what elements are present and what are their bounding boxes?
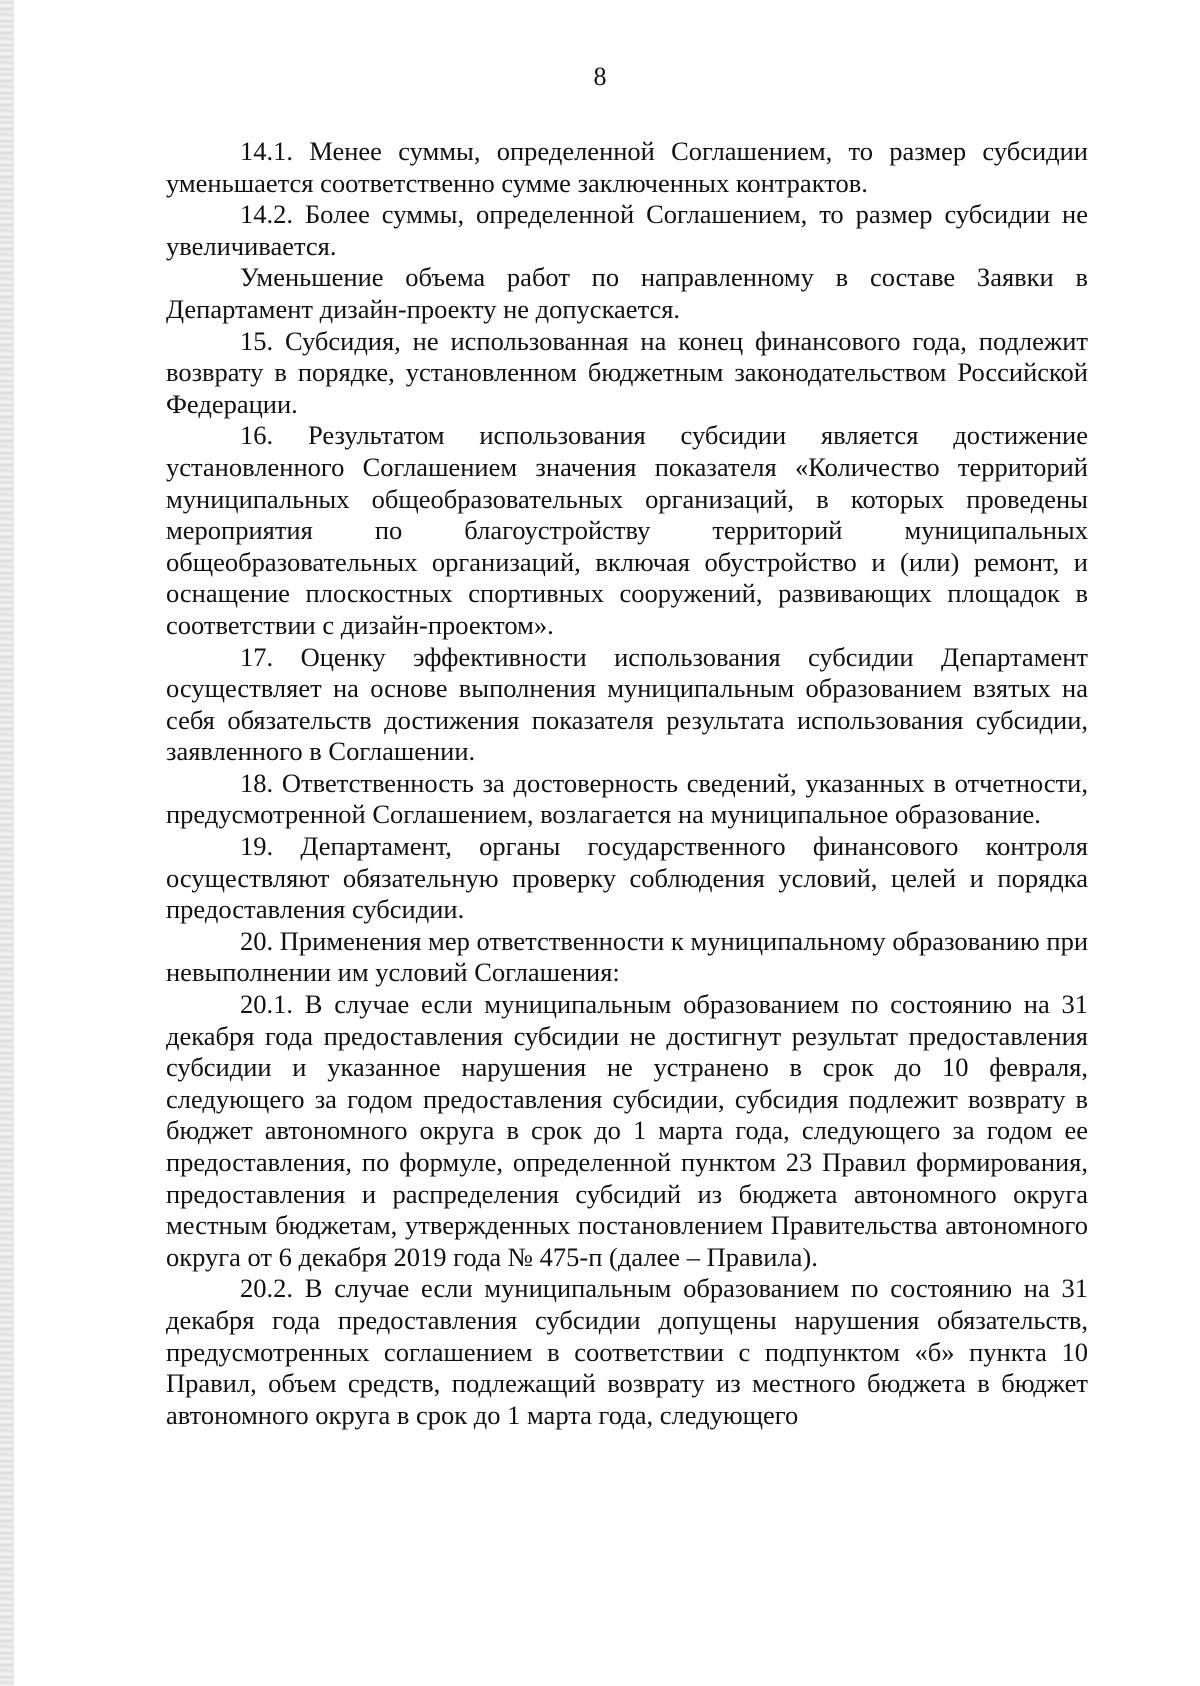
document-body <box>166 136 1088 1431</box>
paragraph-14-2: 14.2. Более суммы, определенной Соглашением, то размер субсидии не увеличивается. <box>166 199 1088 261</box>
paragraph-19: 19. Департамент, органы государственного финансового контроля осуществляют обязательную проверку соблюдения условий, целей и порядка предоставления субсидии. <box>166 831 1088 925</box>
paragraph-volume-reduction: Уменьшение объема работ по направленному в составе Заявки в Департамент дизайн-проекту не допускается. <box>166 262 1088 324</box>
paragraph-15: 15. Субсидия, не использованная на конец финансового года, подлежит возврату в порядке, установленном бюджетным законодательством Российской Федерации. <box>166 325 1088 419</box>
page-number: 8 <box>593 62 607 91</box>
paragraph-16: 16. Результатом использования субсидии является достижение установленного Соглашением значения показателя «Количество территорий муниципальных общеобразовательных организаций, в которых проведены мероприятия по благоустройству территорий муниципальных общеобразовательных организаций, включая обустройство и (или) ремонт, и оснащение плоскостных спортивных сооружений, развивающих площадок в соответствии с дизайн-проектом». <box>166 420 1088 640</box>
paragraph-20-2: 20.2. В случае если муниципальным образованием по состоянию на 31 декабря года предоставления субсидии допущены нарушения обязательств, предусмотренных соглашением в соответствии с подпунктом «б» пункта 10 Правил, объем средств, подлежащий возврату из местного бюджета в бюджет автономного округа в срок до 1 марта года, следующего <box>166 1273 1088 1430</box>
paragraph-20: 20. Применения мер ответственности к муниципальному образованию при невыполнении им условий Соглашения: <box>166 925 1088 988</box>
paragraph-17: 17. Оценку эффективности использования субсидии Департамент осуществляет на основе выполнения муниципальным образованием взятых на себя обязательств достижения показателя результата использования субсидии, заявленного в Соглашении. <box>166 641 1088 767</box>
paragraph-18: 18. Ответственность за достоверность сведений, указанных в отчетности, предусмотренной Соглашением, возлагается на муниципальное образование. <box>166 767 1088 830</box>
paragraph-20-1: 20.1. В случае если муниципальным образованием по состоянию на 31 декабря года предоставления субсидии не достигнут результат предоставления субсидии и указанное нарушения не устранено в срок до 10 февраля, следующего за годом предоставления субсидии, субсидия подлежит возврату в бюджет автономного округа в срок до 1 марта года, следующего за годом ее предоставления, по формуле, определенной пунктом 23 Правил формирования, предоставления и распределения субсидий из бюджета автономного округа местным бюджетам, утвержденных постановлением Правительства автономного округа от 6 декабря 2019 года № 475-п (далее – Правила). <box>166 989 1088 1272</box>
paragraph-14-1: 14.1. Менее суммы, определенной Соглашением, то размер субсидии уменьшается соответственно сумме заключенных контрактов. <box>166 136 1088 198</box>
scan-edge-artifact <box>0 0 14 1686</box>
